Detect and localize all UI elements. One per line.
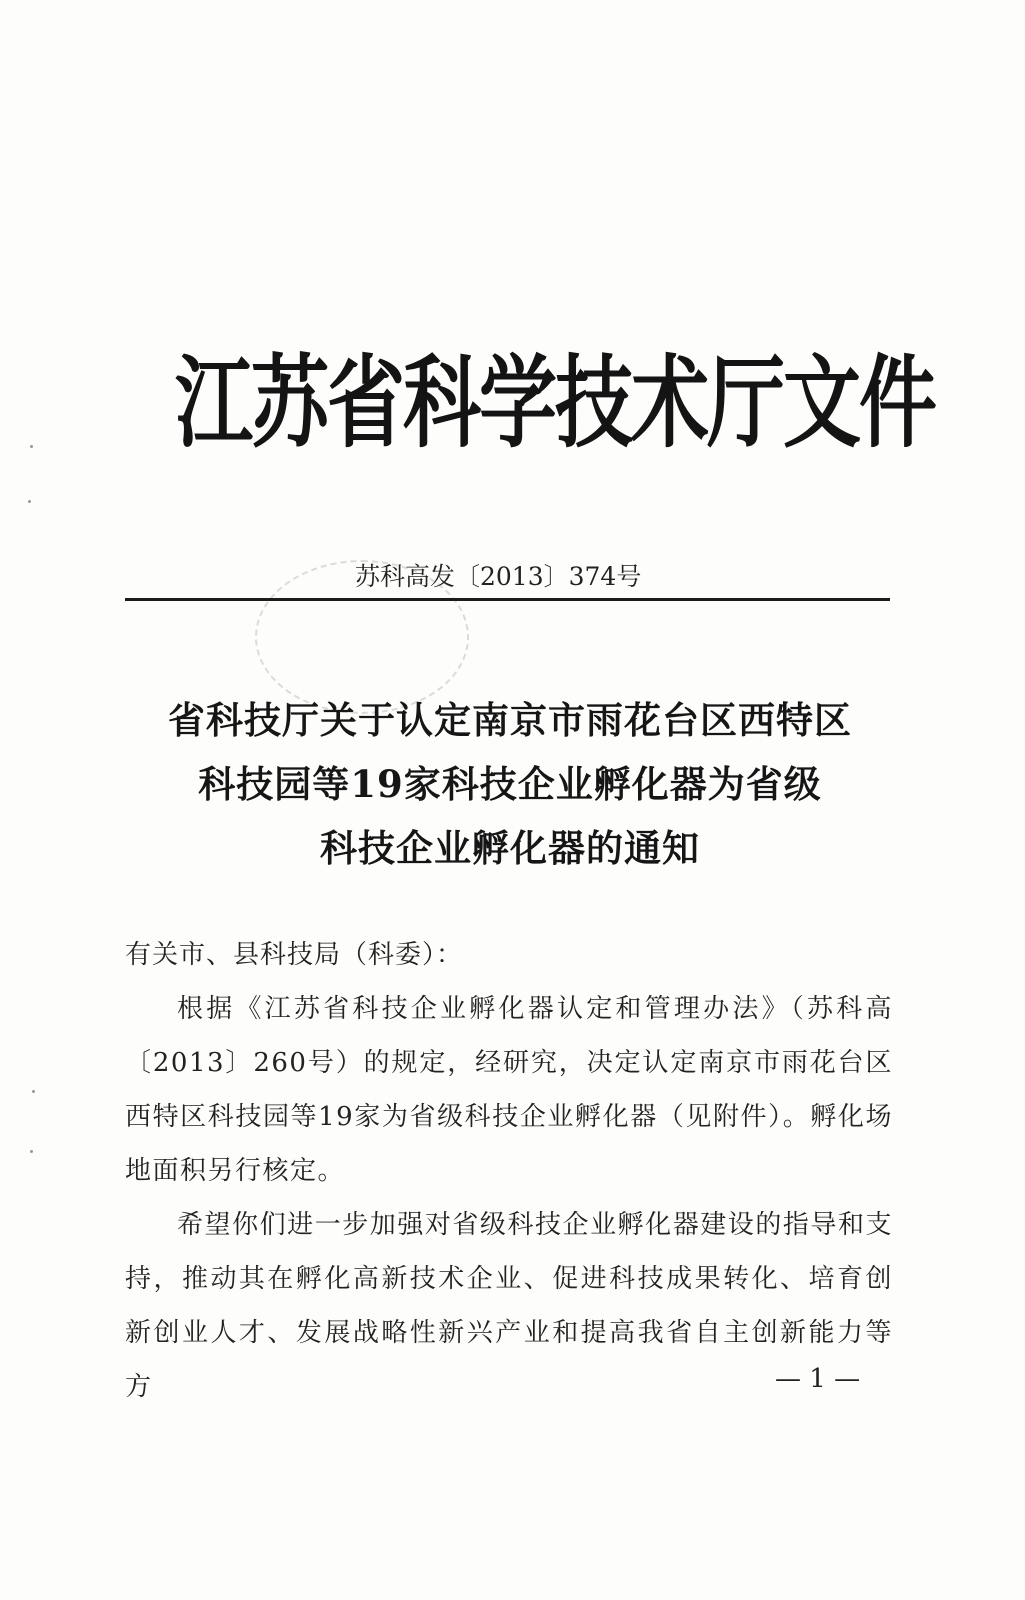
subject-line-1: 省科技厅关于认定南京市雨花台区西特区	[168, 698, 852, 742]
salutation: 有关市、县科技局（科委）：	[125, 940, 464, 970]
page-number: — 1 —	[775, 1364, 861, 1394]
body-paragraph-1: 根据《江苏省科技企业孵化器认定和管理办法》（苏科高〔2013〕260号）的规定，经研究，决定认定南京市雨花台区西特区科技园等19家为省级科技企业孵化器（见附件）。孵化场地面积另行核定。	[125, 994, 893, 1186]
subject-line-2: 科技园等19家科技企业孵化器为省级	[198, 762, 822, 806]
scan-margin-mark	[30, 445, 33, 448]
scan-margin-mark	[30, 1150, 33, 1153]
document-number: 苏科高发〔2013〕374号	[355, 562, 642, 591]
body-paragraph-2: 希望你们进一步加强对省级科技企业孵化器建设的指导和支持，推动其在孵化高新技术企业、促进科技成果转化、培育创新创业人才、发展战略性新兴产业和提高我省自主创新能力等方	[125, 1210, 893, 1402]
scan-margin-mark	[32, 1090, 35, 1093]
scan-margin-mark	[28, 500, 31, 503]
notice-subject-title	[110, 688, 910, 880]
notice-body	[125, 928, 893, 1414]
subject-line-3: 科技企业孵化器的通知	[320, 826, 700, 870]
header-divider-line	[125, 598, 890, 601]
issuer-header-title: 江苏省科学技术厅文件	[175, 345, 936, 462]
